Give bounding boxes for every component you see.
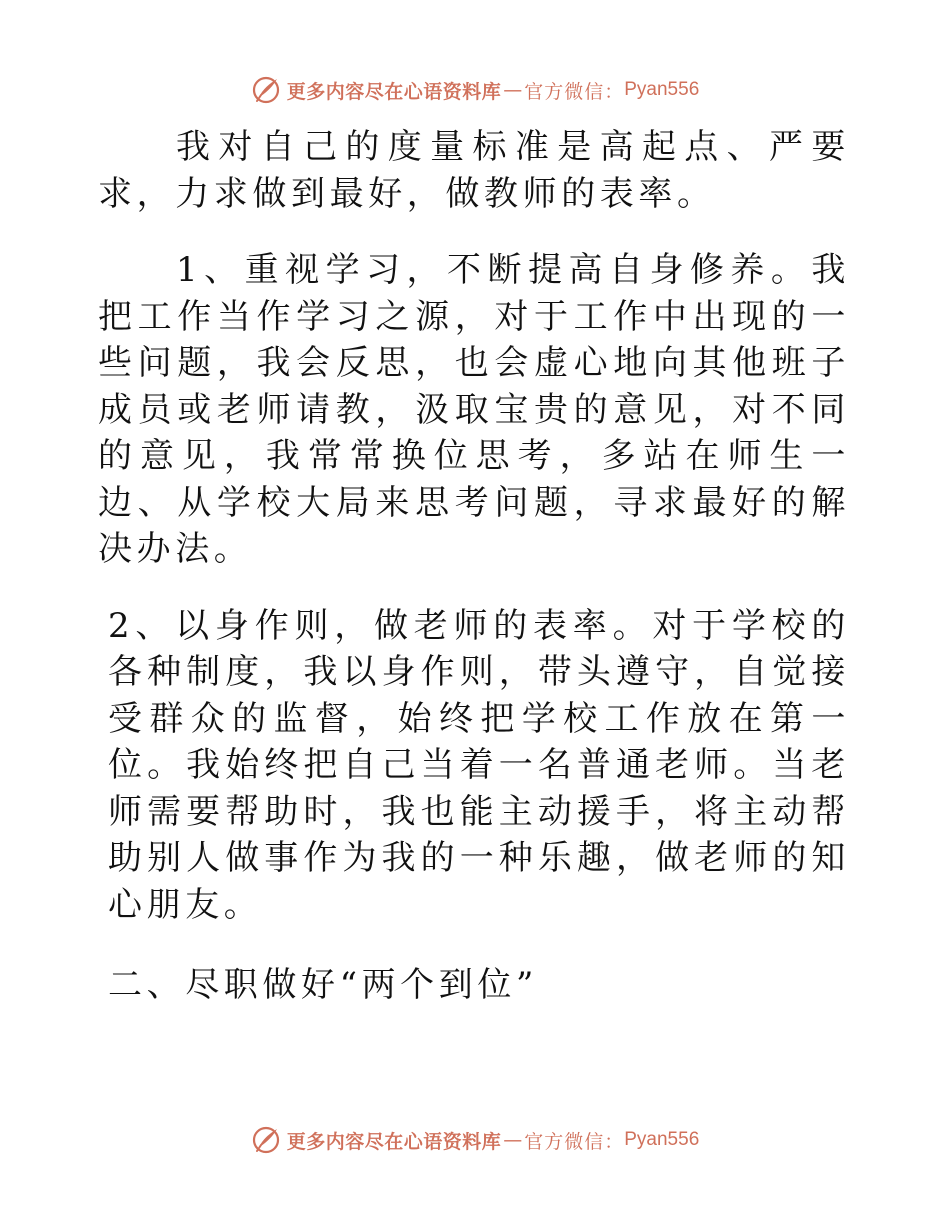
banner-account: Pyan556 bbox=[624, 79, 700, 100]
header-banner bbox=[0, 70, 950, 110]
banner-separator: — bbox=[503, 1129, 523, 1151]
paragraph-point-2: 2、以身作则，做老师的表率。对于学校的各种制度，我以身作则，带头遵守，自觉接受群众的监督，始终把学校工作放在第一位。我始终把自己当着一名普通老师。当老师需要帮助时，我也能主动援手，将主动帮助别人做事作为我的一种乐趣，做老师的知心朋友。 bbox=[108, 605, 850, 925]
banner-sub-text: 官方微信： bbox=[524, 1130, 625, 1153]
banner-main-text: 更多内容尽在心语资料库 bbox=[286, 1130, 502, 1153]
banner-sub-text: 官方微信： bbox=[524, 80, 625, 103]
footer-banner bbox=[0, 1120, 950, 1160]
paragraph-intro: 我对自己的度量标准是高起点、严要求，力求做到最好，做教师的表率。 bbox=[98, 127, 850, 214]
banner-account: Pyan556 bbox=[624, 1129, 700, 1150]
banner-main-text: 更多内容尽在心语资料库 bbox=[286, 80, 502, 103]
quill-logo-icon bbox=[251, 1125, 281, 1155]
quill-logo-icon bbox=[251, 75, 281, 105]
banner-separator: — bbox=[503, 79, 523, 101]
document-body bbox=[98, 124, 850, 1009]
paragraph-point-1: 1、重视学习，不断提高自身修养。我把工作当作学习之源，对于工作中出现的一些问题，我会反思，也会虚心地向其他班子成员或老师请教，汲取宝贵的意见，对不同的意见，我常常换位思考，多站在师生一边、从学校大局来思考问题，寻求最好的解决办法。 bbox=[98, 250, 850, 569]
section-heading: 二、尽职做好“两个到位” bbox=[108, 965, 538, 1005]
